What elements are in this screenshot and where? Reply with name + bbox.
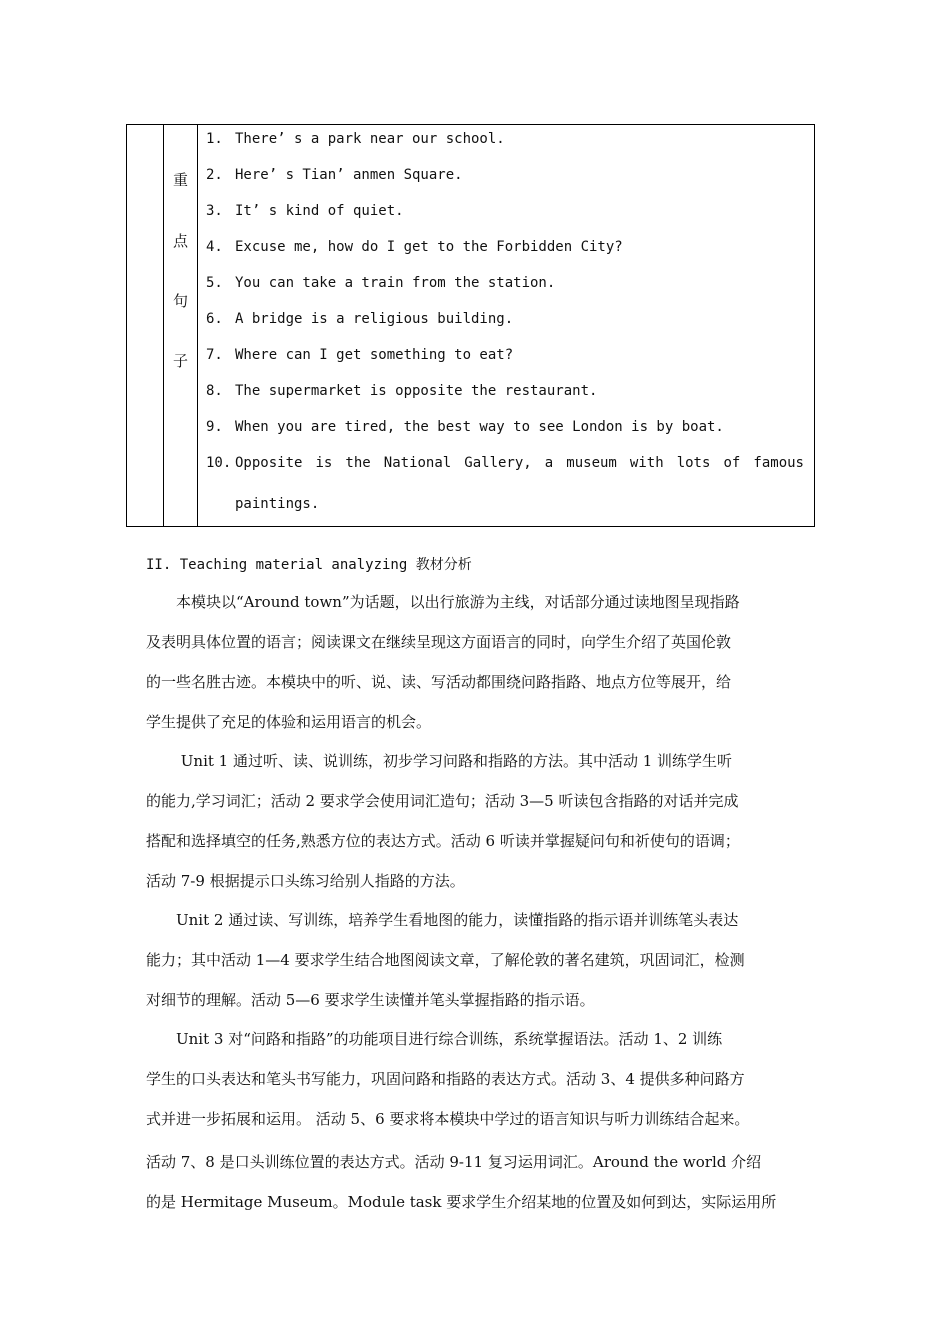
sentence-word: the — [345, 455, 371, 471]
sentence-word: museum — [566, 455, 617, 471]
paragraph-line: 本模块以“Around town”为话题，以出行旅游为主线，对话部分通过读地图呈现指路 — [146, 593, 740, 611]
table-label-char: 句 — [172, 292, 188, 310]
section-heading-cn: 教材分析 — [415, 557, 472, 573]
sentence-number: 8. — [206, 383, 223, 399]
sentence-item — [206, 381, 597, 401]
sentence-item — [206, 165, 463, 185]
paragraph-line: 搭配和选择填空的任务,熟悉方位的表达方式。活动 6 听读并掌握疑问句和祈使句的语调； — [146, 832, 740, 850]
sentence-word: with — [629, 455, 664, 471]
table-empty-cell — [127, 125, 164, 527]
sentence-item — [206, 417, 724, 437]
sentence-item — [206, 345, 513, 365]
sentence-item — [206, 237, 623, 257]
paragraph-line: 对细节的理解。活动 5—6 要求学生读懂并笔头掌握指路的指示语。 — [146, 991, 595, 1009]
sentence-number: 9. — [206, 419, 223, 435]
sentence-text: The supermarket is opposite the restaurant. — [235, 383, 598, 399]
paragraph-line: 能力；其中活动 1—4 要求学生结合地图阅读文章，了解伦敦的著名建筑，巩固词汇，检测 — [146, 951, 745, 969]
paragraph-line: 学生的口头表达和笔头书写能力，巩固问路和指路的表达方式。活动 3、4 提供多种问路方 — [146, 1070, 745, 1088]
sentence-word: of — [723, 455, 741, 471]
paragraph-line: 的一些名胜古迹。本模块中的听、说、读、写活动都围绕问路指路、地点方位等展开，给 — [146, 673, 732, 691]
sentence-text: Excuse me, how do I get to the Forbidden City? — [235, 239, 623, 255]
sentence-item — [206, 453, 804, 473]
paragraph-line: 及表明具体位置的语言；阅读课文在继续呈现这方面语言的同时，向学生介绍了英国伦敦 — [146, 633, 732, 651]
sentence-item — [206, 201, 404, 221]
sentence-number: 6. — [206, 311, 223, 327]
sentence-number: 2. — [206, 167, 223, 183]
sentence-item — [206, 273, 555, 293]
section-heading-en: II. Teaching material analyzing — [146, 557, 416, 573]
table-label-char: 重 — [172, 171, 188, 189]
sentence-word: Opposite — [235, 455, 303, 471]
sentence-text: Where can I get something to eat? — [235, 347, 514, 363]
sentence-word: National — [383, 455, 452, 471]
sentence-continuation: paintings. — [235, 496, 320, 512]
sentence-number: 3. — [206, 203, 223, 219]
sentence-word: famous — [753, 455, 804, 471]
paragraph-line: Unit 1 通过听、读、说训练，初步学习问路和指路的方法。其中活动 1 训练学生听 — [146, 752, 733, 770]
sentence-number: 7. — [206, 347, 223, 363]
table-label-char: 子 — [172, 352, 188, 370]
table-label-cell — [164, 125, 198, 527]
sentence-word: Gallery, — [464, 455, 532, 471]
sentence-text: A bridge is a religious building. — [235, 311, 514, 327]
sentence-number: 4. — [206, 239, 223, 255]
paragraph-line: Unit 3 对“问路和指路”的功能项目进行综合训练，系统掌握语法。活动 1、2 训练 — [146, 1030, 723, 1048]
sentence-text: When you are tired, the best way to see London is by boat. — [235, 419, 724, 435]
sentence-number: 10. — [206, 455, 232, 471]
sentence-text: There’ s a park near our school. — [235, 131, 505, 147]
sentence-word: is — [315, 455, 333, 471]
paragraph-line: 活动 7、8 是口头训练位置的表达方式。活动 9-11 复习运用词汇。Around the world 介绍 — [146, 1153, 762, 1171]
sentence-word: a — [544, 455, 554, 471]
sentence-text: It’ s kind of quiet. — [235, 203, 404, 219]
section-heading — [146, 555, 472, 575]
paragraph-line: 活动 7-9 根据提示口头练习给别人指路的方法。 — [146, 872, 465, 890]
sentence-number: 5. — [206, 275, 223, 291]
paragraph-line: Unit 2 通过读、写训练，培养学生看地图的能力，读懂指路的指示语并训练笔头表达 — [146, 911, 739, 929]
sentence-text: You can take a train from the station. — [235, 275, 556, 291]
sentence-item — [206, 129, 505, 149]
sentence-text: Here’ s Tian’ anmen Square. — [235, 167, 463, 183]
sentence-word: lots — [676, 455, 711, 471]
table-sentences-cell — [198, 125, 815, 527]
paragraph-line: 学生提供了充足的体验和运用语言的机会。 — [146, 713, 432, 731]
paragraph-line: 的是 Hermitage Museum。Module task 要求学生介绍某地的位置及如何到达，实际运用所 — [146, 1193, 777, 1211]
table-label-char: 点 — [172, 232, 188, 250]
sentence-number: 1. — [206, 131, 223, 147]
paragraph-line: 式并进一步拓展和运用。 活动 5、6 要求将本模块中学过的语言知识与听力训练结合起来。 — [146, 1110, 750, 1128]
paragraph-line: 的能力,学习词汇；活动 2 要求学会使用词汇造句；活动 3—5 听读包含指路的对话并完成 — [146, 792, 739, 810]
key-sentences-table — [126, 124, 815, 527]
sentence-item — [206, 309, 513, 329]
sentence-text — [235, 453, 804, 473]
